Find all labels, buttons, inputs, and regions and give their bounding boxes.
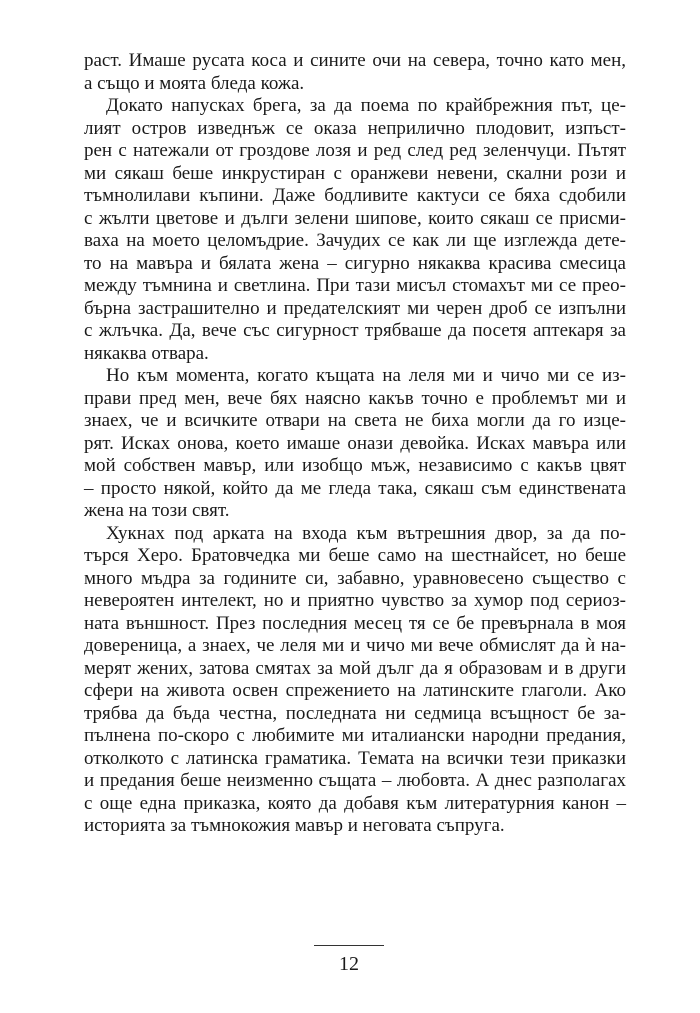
text-line: някаква отвара. [84,342,209,364]
text-line: рен с натежали от гроздове лозя и ред след ред зеленчуци. Пътят [84,140,626,161]
text-line: то на мавъра и бялата жена – сигурно някаква красива смесица [84,252,626,274]
text-line: Докато напусках брега, за да поема по крайбрежния път, це- [106,95,626,116]
text-line: много мъдра за годините си, забавно, уравновесено същество с [84,567,626,589]
text-line: ната външност. През последния месец тя се бе превърнала в моя [84,612,626,634]
text-line: раст. Имаше русата коса и сините очи на севера, точно като мен, [84,50,626,71]
paragraph [84,365,626,523]
page-number: 12 [339,953,359,975]
body-text [84,50,626,838]
text-line: мерят жених, затова смятах за мой дълг да я образовам и в други [84,657,626,679]
text-line: невероятен интелект, но и приятно чувство за хумор под сериоз- [84,590,626,611]
text-line: с жлъчка. Да, вече със сигурност трябваше да посетя аптекаря за [84,320,626,341]
text-line: знаех, че и всичките отвари на света не биха могли да го изцe- [84,410,626,431]
text-line: ваха на моето целомъдрие. Зачудих се как ли ще изглежда дете- [84,230,626,251]
text-line: рят. Исках онова, което имаше онази девойка. Исках мавъра или [84,432,626,454]
text-line: и предания беше неизменно същата – любовта. А днес разполагах [84,770,626,791]
text-line: сфери на живота освен спрежението на латинските глаголи. Ако [84,680,626,701]
text-line: с жълти цветове и дълги зелени шипове, които сякаш се присми- [84,207,626,229]
text-line: Но към момента, когато къщата на леля ми и чичо ми се из- [106,365,626,386]
text-line: отколкото с латинска граматика. Темата на всички тези приказки [84,747,626,769]
text-line: бърна застрашително и предателският ми черен дроб се изпълни [84,297,626,319]
paragraph [84,523,626,838]
text-line: с още една приказка, която да добавя към литературния канон – [84,792,626,814]
text-line: а също и моята бледа кожа. [84,72,305,94]
text-line: лият остров изведнъж се оказа неприлично плодовит, изпъст- [84,117,626,139]
text-line: историята за тъмнокожия мавър и неговата съпруга. [84,815,505,836]
text-line: довереница, а знаех, че леля ми и чичо ми вече обмислят да ѝ на- [84,635,626,656]
text-line: пълнена по-скоро с любимите ми италиански народни предания, [84,725,626,746]
paragraph [84,95,626,365]
text-line: търся Херо. Братовчедка ми беше само на шестнайсет, но беше [84,545,626,566]
text-line: Хукнах под арката на входа към вътрешния двор, за да по- [106,522,626,544]
footer-divider [314,945,384,946]
text-line: – просто някой, който да ме гледа така, сякаш съм единствената [84,477,626,499]
text-line: мой собствен мавър, или изобщо мъж, независимо с какъв цвят [84,455,626,476]
text-line: ми сякаш беше инкрустиран с оранжеви невени, скални рози и [84,162,626,184]
text-line: между тъмнина и светлина. При тази мисъл стомахът ми се прео- [84,275,626,296]
text-line: трябва да бъда честна, последната ни седмица всъщност бе за- [84,702,626,724]
paragraph [84,50,626,95]
text-line: прави пред мен, вече бях наясно какъв точно е проблемът ми и [84,387,626,409]
text-line: тъмнолилави къпини. Даже бодливите кактуси се бяха сдобили [84,185,626,206]
text-line: жена на този свят. [84,500,230,521]
